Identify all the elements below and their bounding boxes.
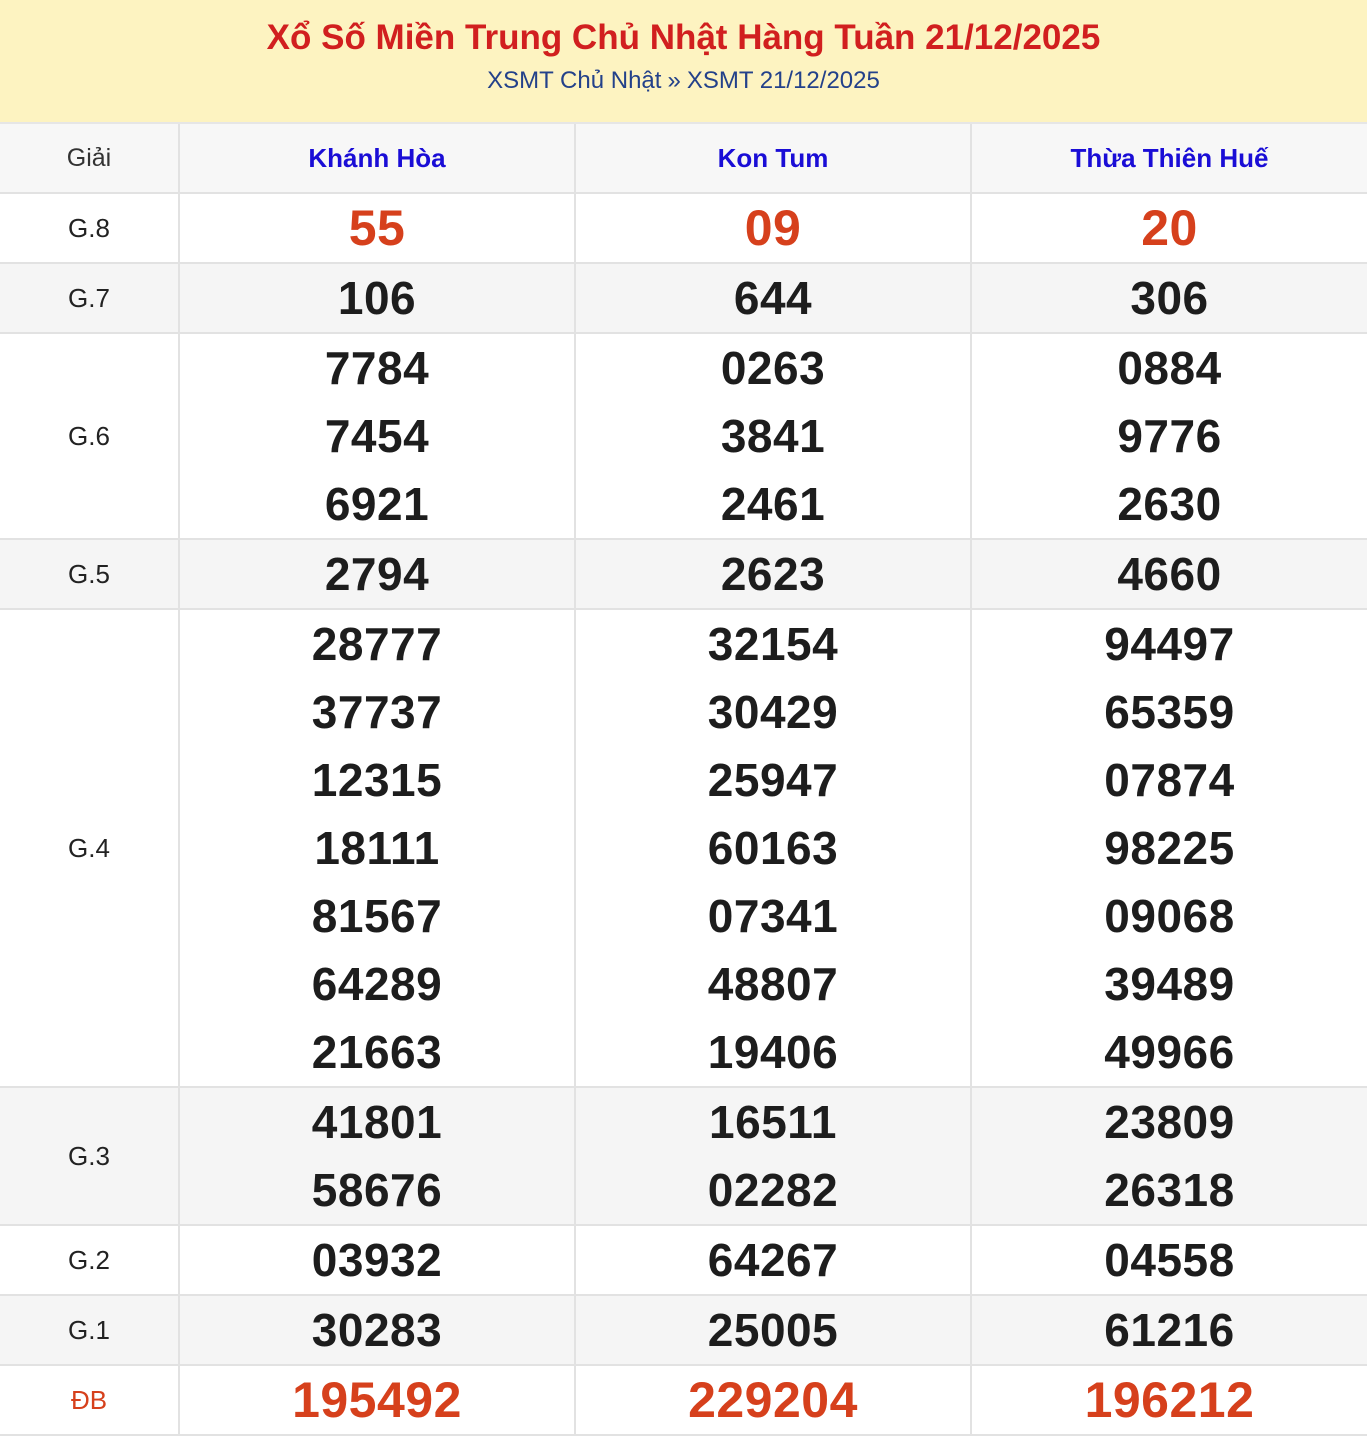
- winning-number: 28777: [311, 618, 443, 670]
- winning-number: 6921: [324, 478, 430, 530]
- prize-row: [0, 1365, 1367, 1435]
- result-cell: [971, 193, 1367, 263]
- winning-number: 60163: [707, 822, 839, 874]
- result-cell: [179, 333, 575, 539]
- province-header-kon-tum[interactable]: Kon Tum: [575, 124, 971, 193]
- winning-number: 106: [337, 272, 417, 324]
- winning-number: 16511: [709, 1096, 837, 1148]
- result-cell: [971, 539, 1367, 609]
- breadcrumb: [0, 66, 1367, 96]
- result-cell: [179, 609, 575, 1087]
- winning-number: 9776: [1117, 410, 1222, 462]
- result-cell: [575, 1365, 971, 1435]
- winning-number: 2623: [720, 548, 826, 600]
- winning-number: 04558: [1104, 1234, 1235, 1286]
- winning-number: 41801: [311, 1096, 443, 1148]
- result-cell: [971, 333, 1367, 539]
- prize-label: G.3: [0, 1087, 179, 1225]
- winning-number: 98225: [1104, 822, 1235, 874]
- result-cell: [179, 1365, 575, 1435]
- result-cell: [575, 193, 971, 263]
- winning-number: 02282: [707, 1164, 839, 1216]
- winning-number: 20: [1141, 200, 1198, 256]
- winning-number: 64267: [707, 1234, 839, 1286]
- result-cell: [971, 609, 1367, 1087]
- winning-number: 18111: [314, 822, 440, 874]
- prize-label: G.8: [0, 193, 179, 263]
- winning-number: 2630: [1117, 478, 1222, 530]
- result-cell: [179, 193, 575, 263]
- winning-number: 07874: [1104, 754, 1235, 806]
- winning-number: 30283: [311, 1304, 443, 1356]
- result-cell: [179, 1225, 575, 1295]
- prize-row: [0, 333, 1367, 539]
- prize-label: ĐB: [0, 1365, 179, 1435]
- result-cell: [575, 1087, 971, 1225]
- winning-number: 39489: [1104, 958, 1235, 1010]
- breadcrumb-link-date[interactable]: XSMT 21/12/2025: [686, 67, 880, 94]
- winning-number: 26318: [1104, 1164, 1235, 1216]
- result-cell: [971, 263, 1367, 333]
- winning-number: 25005: [707, 1304, 839, 1356]
- winning-number: 37737: [311, 686, 443, 738]
- winning-number: 61216: [1104, 1304, 1235, 1356]
- results-table: [0, 124, 1367, 1436]
- winning-number: 30429: [707, 686, 839, 738]
- province-header-thua-thien-hue[interactable]: Thừa Thiên Huế: [971, 124, 1367, 193]
- result-cell: [971, 1087, 1367, 1225]
- winning-number: 0263: [720, 342, 826, 394]
- winning-number: 55: [348, 200, 406, 256]
- winning-number: 94497: [1104, 618, 1235, 670]
- prize-row: [0, 193, 1367, 263]
- result-cell: [179, 1295, 575, 1365]
- province-header-khanh-hoa[interactable]: Khánh Hòa: [179, 124, 575, 193]
- result-cell: [575, 539, 971, 609]
- prize-row: [0, 1225, 1367, 1295]
- winning-number: 7784: [324, 342, 430, 394]
- winning-number: 3841: [720, 410, 826, 462]
- result-cell: [971, 1295, 1367, 1365]
- winning-number: 58676: [311, 1164, 443, 1216]
- result-cell: [179, 1087, 575, 1225]
- breadcrumb-separator: »: [667, 67, 681, 94]
- prize-label: G.5: [0, 539, 179, 609]
- prize-row: [0, 609, 1367, 1087]
- special-prize-number: 229204: [688, 1372, 858, 1428]
- prize-label: G.2: [0, 1225, 179, 1295]
- page-header: [0, 0, 1367, 124]
- result-cell: [971, 1365, 1367, 1435]
- prize-row: [0, 539, 1367, 609]
- winning-number: 4660: [1117, 548, 1222, 600]
- winning-number: 23809: [1104, 1096, 1235, 1148]
- prize-row: [0, 1295, 1367, 1365]
- winning-number: 25947: [707, 754, 839, 806]
- winning-number: 07341: [707, 890, 839, 942]
- winning-number: 12315: [311, 754, 443, 806]
- winning-number: 65359: [1104, 686, 1235, 738]
- prize-label: G.7: [0, 263, 179, 333]
- winning-number: 81567: [311, 890, 443, 942]
- winning-number: 21663: [311, 1026, 443, 1078]
- winning-number: 306: [1130, 272, 1209, 324]
- result-cell: [575, 1225, 971, 1295]
- winning-number: 64289: [311, 958, 443, 1010]
- result-cell: [575, 263, 971, 333]
- winning-number: 49966: [1104, 1026, 1235, 1078]
- prize-label: G.4: [0, 609, 179, 1087]
- result-cell: [971, 1225, 1367, 1295]
- winning-number: 48807: [707, 958, 839, 1010]
- table-header-row: [0, 124, 1367, 193]
- winning-number: 7454: [324, 410, 430, 462]
- winning-number: 0884: [1117, 342, 1222, 394]
- prize-column-header: Giải: [0, 124, 179, 193]
- winning-number: 2461: [720, 478, 826, 530]
- result-cell: [575, 609, 971, 1087]
- result-cell: [179, 539, 575, 609]
- winning-number: 32154: [707, 618, 839, 670]
- breadcrumb-link-sunday[interactable]: XSMT Chủ Nhật: [487, 67, 662, 94]
- special-prize-number: 196212: [1084, 1372, 1255, 1428]
- prize-row: [0, 263, 1367, 333]
- result-cell: [575, 333, 971, 539]
- page-title: Xổ Số Miền Trung Chủ Nhật Hàng Tuần 21/12/2025: [266, 18, 1101, 57]
- prize-label: G.6: [0, 333, 179, 539]
- prize-row: [0, 1087, 1367, 1225]
- winning-number: 09068: [1104, 890, 1235, 942]
- result-cell: [575, 1295, 971, 1365]
- winning-number: 19406: [707, 1026, 839, 1078]
- winning-number: 03932: [311, 1234, 443, 1286]
- special-prize-number: 195492: [292, 1372, 462, 1428]
- result-cell: [179, 263, 575, 333]
- prize-label: G.1: [0, 1295, 179, 1365]
- winning-number: 09: [744, 200, 802, 256]
- winning-number: 644: [733, 272, 813, 324]
- winning-number: 2794: [324, 548, 430, 600]
